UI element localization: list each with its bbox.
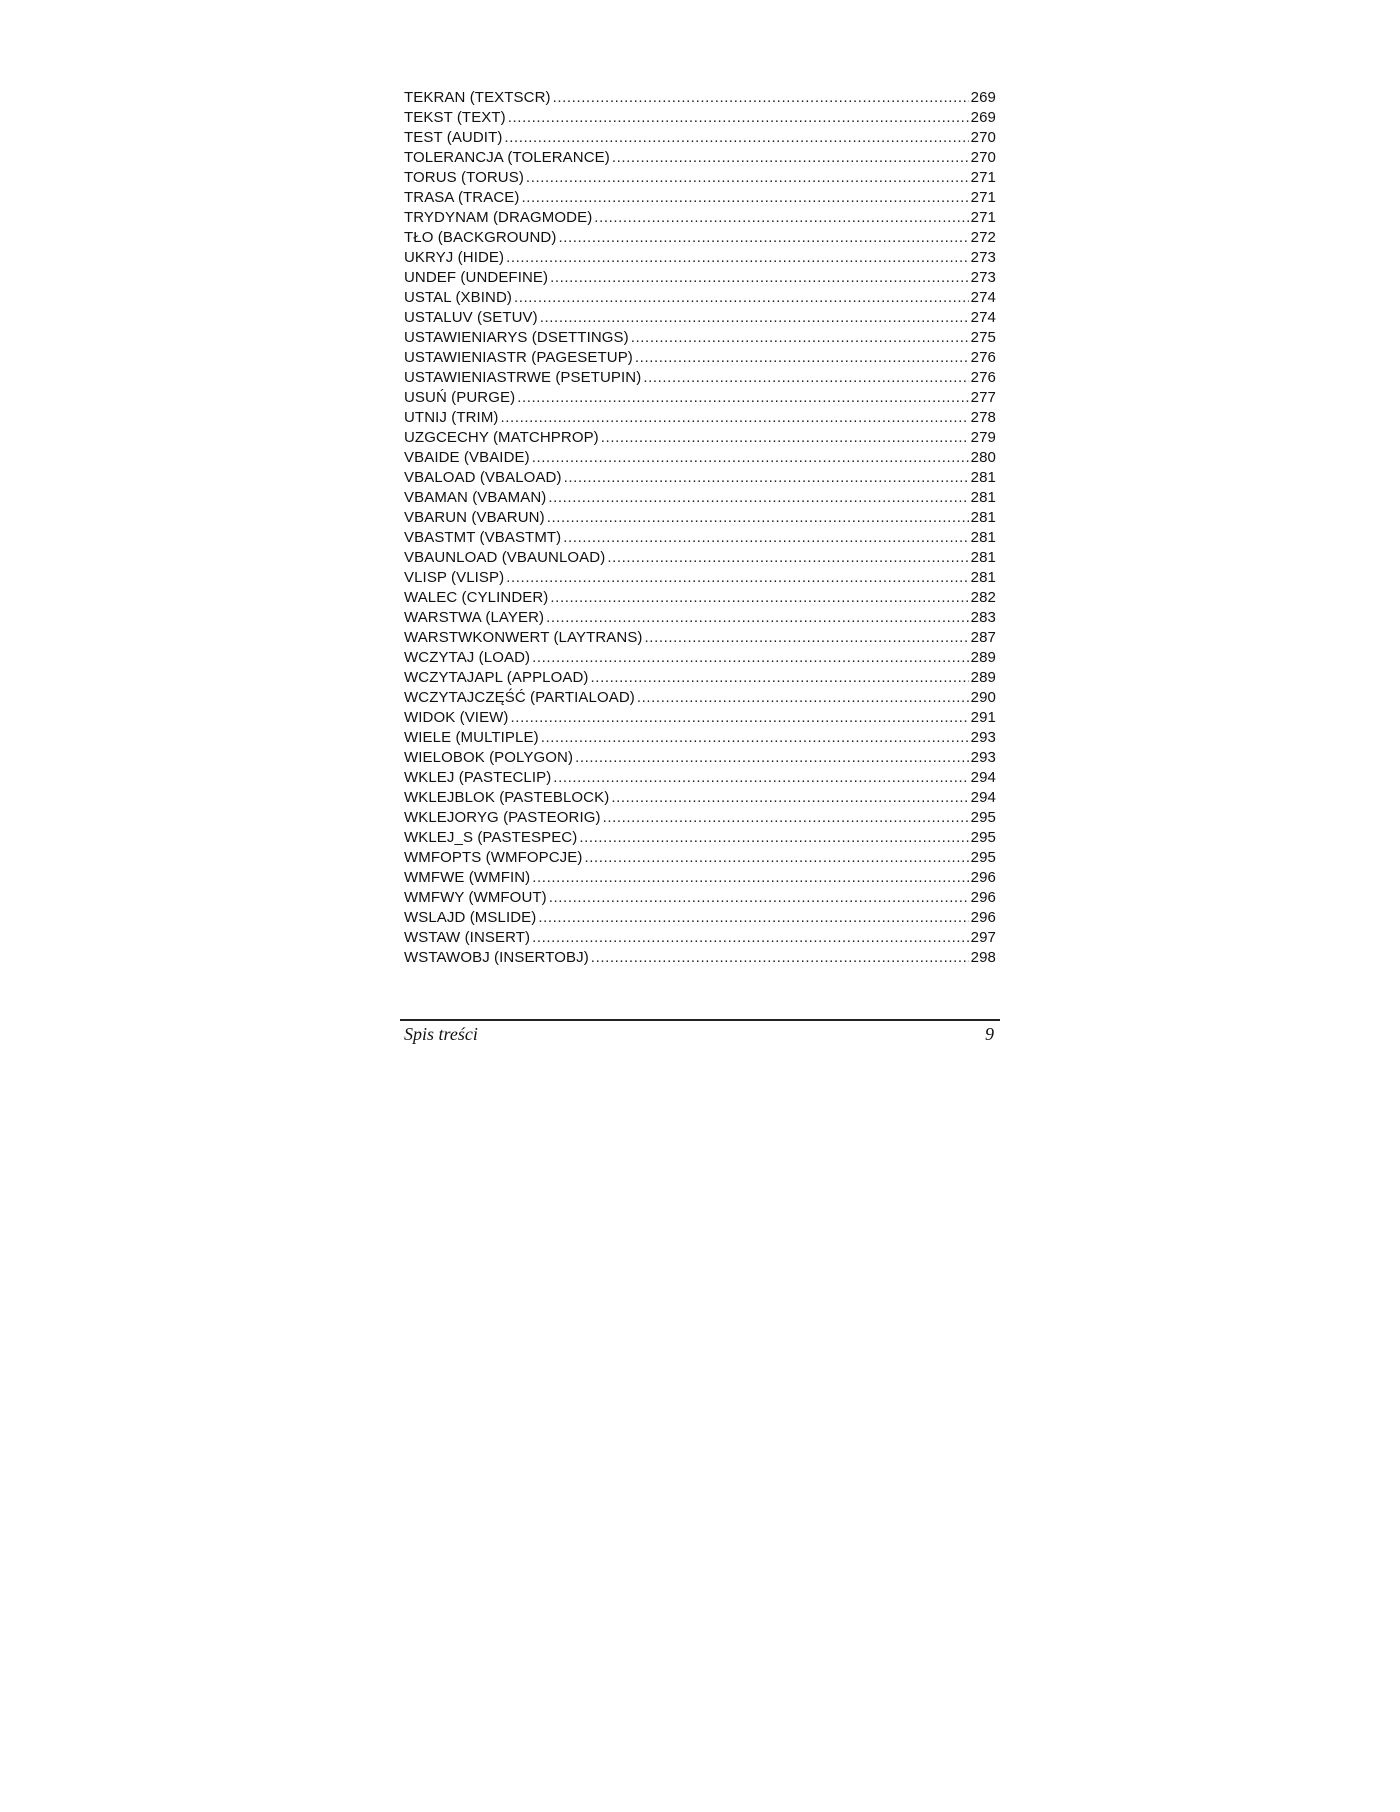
- toc-entry: [404, 568, 996, 588]
- toc-entry-title: WALEC (CYLINDER): [404, 589, 549, 606]
- toc-entry-title: WCZYTAJ (LOAD): [404, 649, 531, 666]
- dot-leader: [514, 288, 969, 308]
- toc-entry: [404, 408, 996, 428]
- toc-entry-title: USTALUV (SETUV): [404, 309, 538, 326]
- toc-entry: [404, 908, 996, 928]
- toc-entry-page: 291: [970, 709, 996, 726]
- toc-entry: [404, 648, 996, 668]
- footer-section-title: Spis treści: [404, 1024, 478, 1044]
- dot-leader: [548, 488, 968, 508]
- toc-entry-page: 298: [970, 949, 996, 966]
- toc-entry: [404, 748, 996, 768]
- toc-entry-title: VBASTMT (VBASTMT): [404, 529, 562, 546]
- toc-entry: [404, 448, 996, 468]
- toc-entry: [404, 528, 996, 548]
- dot-leader: [506, 248, 969, 268]
- toc-entry-title: WMFWY (WMFOUT): [404, 889, 547, 906]
- toc-entry-title: VLISP (VLISP): [404, 569, 505, 586]
- toc-entry: [404, 208, 996, 228]
- dot-leader: [607, 548, 968, 568]
- toc-entry-title: UTNIJ (TRIM): [404, 409, 499, 426]
- toc-entry-page: 281: [970, 569, 996, 586]
- toc-entry-page: 287: [970, 629, 996, 646]
- toc-entry-title: USUŃ (PURGE): [404, 389, 516, 406]
- toc-entry-page: 281: [970, 489, 996, 506]
- dot-leader: [558, 228, 968, 248]
- dot-leader: [532, 868, 968, 888]
- dot-leader: [508, 108, 969, 128]
- dot-leader: [645, 628, 969, 648]
- toc-entry-title: WSTAW (INSERT): [404, 929, 531, 946]
- toc-entry: [404, 488, 996, 508]
- toc-entry-title: VBALOAD (VBALOAD): [404, 469, 562, 486]
- dot-leader: [594, 208, 968, 228]
- dot-leader: [563, 528, 968, 548]
- toc-entry: [404, 588, 996, 608]
- toc-entry-title: TEKST (TEXT): [404, 109, 506, 126]
- toc-entry-page: 275: [970, 329, 996, 346]
- toc-entry: [404, 888, 996, 908]
- dot-leader: [532, 648, 969, 668]
- toc-entry: [404, 688, 996, 708]
- toc-entry-page: 295: [970, 829, 996, 846]
- toc-entry-title: TEKRAN (TEXTSCR): [404, 89, 551, 106]
- toc-entry-title: USTAWIENIASTR (PAGESETUP): [404, 349, 633, 366]
- dot-leader: [532, 928, 969, 948]
- dot-leader: [637, 688, 969, 708]
- dot-leader: [603, 808, 969, 828]
- dot-leader: [635, 348, 969, 368]
- toc-entry-title: VBARUN (VBARUN): [404, 509, 545, 526]
- toc-entry-title: USTAWIENIASTRWE (PSETUPIN): [404, 369, 642, 386]
- dot-leader: [546, 608, 969, 628]
- toc-entry: [404, 388, 996, 408]
- toc-entry-page: 272: [970, 229, 996, 246]
- toc-entry-page: 280: [970, 449, 996, 466]
- toc-entry: [404, 308, 996, 328]
- toc-entry: [404, 168, 996, 188]
- dot-leader: [501, 408, 969, 428]
- toc-entry: [404, 248, 996, 268]
- toc-entry-title: TRYDYNAM (DRAGMODE): [404, 209, 593, 226]
- dot-leader: [547, 508, 969, 528]
- toc-entry-title: WKLEJBLOK (PASTEBLOCK): [404, 789, 610, 806]
- dot-leader: [541, 728, 969, 748]
- toc-entry: [404, 268, 996, 288]
- dot-leader: [553, 768, 968, 788]
- toc-entry-page: 271: [970, 189, 996, 206]
- toc-entry-title: WKLEJ (PASTECLIP): [404, 769, 552, 786]
- toc-entry: [404, 548, 996, 568]
- toc-entry-page: 293: [970, 749, 996, 766]
- toc-entry-title: UKRYJ (HIDE): [404, 249, 505, 266]
- toc-entry: [404, 328, 996, 348]
- dot-leader: [538, 908, 968, 928]
- toc-entry: [404, 608, 996, 628]
- toc-entry-title: WMFOPTS (WMFOPCJE): [404, 849, 583, 866]
- toc-entry-title: WKLEJORYG (PASTEORIG): [404, 809, 601, 826]
- dot-leader: [575, 748, 969, 768]
- toc-entry-title: TOLERANCJA (TOLERANCE): [404, 149, 610, 166]
- dot-leader: [517, 388, 968, 408]
- toc-entry-page: 279: [970, 429, 996, 446]
- dot-leader: [549, 888, 969, 908]
- toc-entry-page: 296: [970, 889, 996, 906]
- toc-entry-title: WSTAWOBJ (INSERTOBJ): [404, 949, 589, 966]
- toc-entry-page: 282: [970, 589, 996, 606]
- toc-entry-title: VBAUNLOAD (VBAUNLOAD): [404, 549, 606, 566]
- dot-leader: [553, 88, 969, 108]
- toc-entry-title: VBAMAN (VBAMAN): [404, 489, 547, 506]
- dot-leader: [601, 428, 969, 448]
- toc-entry-title: TRASA (TRACE): [404, 189, 520, 206]
- toc-entry-title: WARSTWKONWERT (LAYTRANS): [404, 629, 643, 646]
- toc-entry-page: 294: [970, 769, 996, 786]
- toc-entry-page: 270: [970, 149, 996, 166]
- toc-entry-title: UZGCECHY (MATCHPROP): [404, 429, 599, 446]
- dot-leader: [579, 828, 968, 848]
- toc-entry: [404, 768, 996, 788]
- toc-entry-title: TORUS (TORUS): [404, 169, 524, 186]
- dot-leader: [643, 368, 968, 388]
- toc-entry-title: WKLEJ_S (PASTESPEC): [404, 829, 578, 846]
- dot-leader: [591, 948, 969, 968]
- toc-entry: [404, 88, 996, 108]
- dot-leader: [532, 448, 969, 468]
- toc-entry: [404, 228, 996, 248]
- toc-entry-page: 269: [970, 109, 996, 126]
- dot-leader: [540, 308, 969, 328]
- dot-leader: [611, 788, 968, 808]
- footer-divider: [400, 1019, 1000, 1021]
- dot-leader: [584, 848, 968, 868]
- toc-entry-page: 296: [970, 869, 996, 886]
- toc-entry-title: UNDEF (UNDEFINE): [404, 269, 549, 286]
- toc-entry-page: 269: [970, 89, 996, 106]
- toc-entry-title: USTAL (XBIND): [404, 289, 512, 306]
- dot-leader: [612, 148, 969, 168]
- toc-entry: [404, 348, 996, 368]
- toc-entry-page: 289: [970, 649, 996, 666]
- toc-entry: [404, 468, 996, 488]
- toc-entry-page: 290: [970, 689, 996, 706]
- toc-entry: [404, 508, 996, 528]
- dot-leader: [511, 708, 969, 728]
- toc-entry-page: 270: [970, 129, 996, 146]
- toc-entry-page: 281: [970, 529, 996, 546]
- dot-leader: [631, 328, 969, 348]
- table-of-contents: [404, 88, 996, 968]
- dot-leader: [564, 468, 969, 488]
- toc-entry-page: 295: [970, 849, 996, 866]
- toc-entry-title: WIELE (MULTIPLE): [404, 729, 539, 746]
- toc-entry-page: 296: [970, 909, 996, 926]
- toc-entry-page: 271: [970, 209, 996, 226]
- toc-entry-page: 281: [970, 509, 996, 526]
- toc-entry: [404, 128, 996, 148]
- toc-entry-page: 281: [970, 549, 996, 566]
- toc-entry: [404, 188, 996, 208]
- dot-leader: [504, 128, 968, 148]
- toc-entry-page: 276: [970, 369, 996, 386]
- toc-entry-page: 293: [970, 729, 996, 746]
- toc-entry-title: TEST (AUDIT): [404, 129, 503, 146]
- footer-page-number: 9: [985, 1024, 994, 1044]
- toc-entry-page: 274: [970, 289, 996, 306]
- toc-entry-page: 274: [970, 309, 996, 326]
- toc-entry: [404, 948, 996, 968]
- toc-entry: [404, 708, 996, 728]
- toc-entry: [404, 668, 996, 688]
- toc-entry-page: 273: [970, 249, 996, 266]
- toc-entry: [404, 108, 996, 128]
- toc-entry-page: 283: [970, 609, 996, 626]
- dot-leader: [591, 668, 969, 688]
- dot-leader: [526, 168, 969, 188]
- toc-entry-title: WIDOK (VIEW): [404, 709, 509, 726]
- toc-entry-title: WCZYTAJAPL (APPLOAD): [404, 669, 589, 686]
- toc-entry-title: WCZYTAJCZĘŚĆ (PARTIALOAD): [404, 689, 635, 706]
- toc-entry: [404, 808, 996, 828]
- toc-entry-title: VBAIDE (VBAIDE): [404, 449, 530, 466]
- toc-entry-page: 297: [970, 929, 996, 946]
- toc-entry-page: 295: [970, 809, 996, 826]
- toc-entry: [404, 868, 996, 888]
- toc-entry: [404, 788, 996, 808]
- toc-entry: [404, 148, 996, 168]
- toc-entry-title: TŁO (BACKGROUND): [404, 229, 557, 246]
- toc-entry: [404, 628, 996, 648]
- toc-entry-page: 278: [970, 409, 996, 426]
- toc-entry-title: WSLAJD (MSLIDE): [404, 909, 537, 926]
- toc-entry-page: 277: [970, 389, 996, 406]
- toc-entry-page: 273: [970, 269, 996, 286]
- toc-entry-page: 281: [970, 469, 996, 486]
- toc-entry: [404, 728, 996, 748]
- dot-leader: [506, 568, 968, 588]
- toc-entry: [404, 828, 996, 848]
- toc-entry-page: 289: [970, 669, 996, 686]
- dot-leader: [521, 188, 968, 208]
- toc-entry: [404, 288, 996, 308]
- dot-leader: [550, 588, 968, 608]
- toc-entry: [404, 428, 996, 448]
- toc-entry-page: 276: [970, 349, 996, 366]
- toc-entry-title: USTAWIENIARYS (DSETTINGS): [404, 329, 629, 346]
- toc-entry-title: WIELOBOK (POLYGON): [404, 749, 574, 766]
- dot-leader: [550, 268, 969, 288]
- toc-entry-page: 294: [970, 789, 996, 806]
- toc-entry: [404, 368, 996, 388]
- toc-entry-page: 271: [970, 169, 996, 186]
- toc-entry: [404, 928, 996, 948]
- toc-entry-title: WARSTWA (LAYER): [404, 609, 545, 626]
- toc-entry-title: WMFWE (WMFIN): [404, 869, 531, 886]
- toc-entry: [404, 848, 996, 868]
